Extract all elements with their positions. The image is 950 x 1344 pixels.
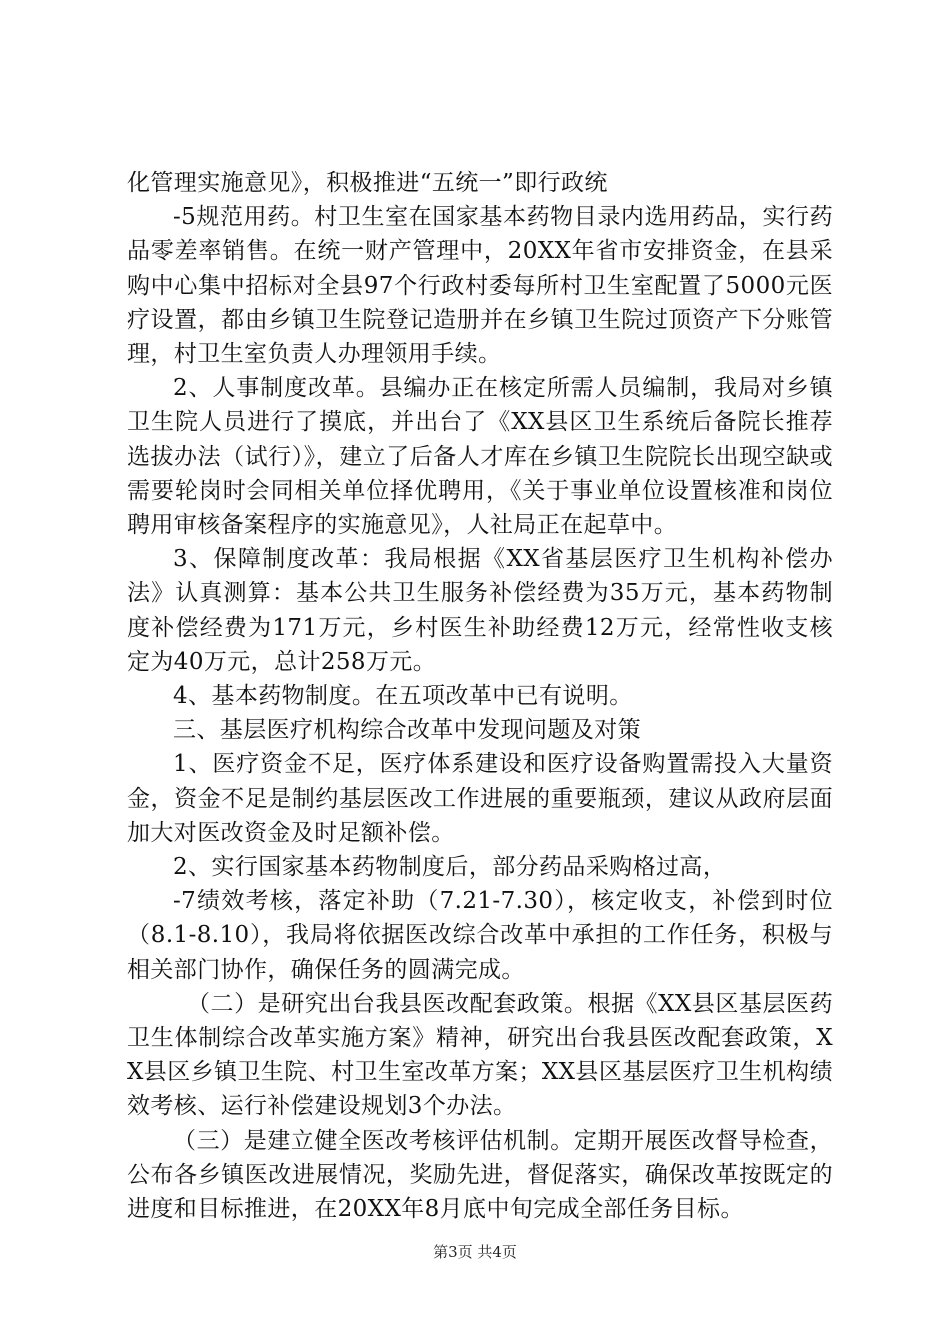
document-body [127, 166, 833, 1226]
paragraph-4: 3、保障制度改革：我局根据《XX省基层医疗卫生机构补偿办法》认真测算：基本公共卫生服务补偿经费为35万元，基本药物制度补偿经费为171万元，乡村医生补助经费12万元，经常性收支核定为40万元，总计258万元。 [127, 546, 833, 675]
paragraph-2: -5规范用药。村卫生室在国家基本药物目录内选用药品，实行药品零差率销售。在统一财产管理中，20XX年省市安排资金，在县采购中心集中招标对全县97个行政村委每所村卫生室配置了5000元医疗设置，都由乡镇卫生院登记造册并在乡镇卫生院过顶资产下分账管理，村卫生室负责人办理领用手续。 [127, 204, 833, 368]
paragraph-3: 2、人事制度改革。县编办正在核定所需人员编制，我局对乡镇卫生院人员进行了摸底，并出台了《XX县区卫生系统后备院长推荐选拔办法（试行）》，建立了后备人才库在乡镇卫生院院长出现空缺或需要轮岗时会同相关单位择优聘用，《关于事业单位设置核准和岗位聘用审核备案程序的实施意见》，人社局正在起草中。 [127, 375, 833, 539]
paragraph-1: 化管理实施意见》，积极推进“五统一”即行政统 [127, 170, 608, 196]
paragraph-5: 4、基本药物制度。在五项改革中已有说明。 [173, 683, 633, 710]
paragraph-11: （三）是建立健全医改考核评估机制。定期开展医改督导检查，公布各乡镇医改进展情况，奖励先进，督促落实，确保改革按既定的进度和目标推进，在20XX年8月底中旬完成全部任务目标。 [127, 1127, 833, 1223]
paragraph-9: -7绩效考核，落定补助（7.21-7.30），核定收支，补偿到时位（8.1-8.10），我局将依据医改综合改革中承担的工作任务，积极与相关部门协作，确保任务的圆满完成。 [127, 888, 833, 983]
section-heading-3: 三、基层医疗机构综合改革中发现问题及对策 [173, 717, 641, 744]
page-number-footer: 第3页 共4页 [433, 1243, 517, 1261]
paragraph-7: 1、医疗资金不足，医疗体系建设和医疗设备购置需投入大量资金，资金不足是制约基层医改工作进展的重要瓶颈，建议从政府层面加大对医改资金及时足额补偿。 [127, 751, 833, 846]
paragraph-8: 2、实行国家基本药物制度后，部分药品采购格过高， [173, 854, 727, 881]
paragraph-10: （二）是研究出台我县医改配套政策。根据《XX县区基层医药卫生体制综合改革实施方案》精神，研究出台我县医改配套政策，XX县区乡镇卫生院、村卫生室改革方案；XX县区基层医疗卫生机构绩效考核、运行补偿建设规划3个办法。 [127, 990, 833, 1120]
